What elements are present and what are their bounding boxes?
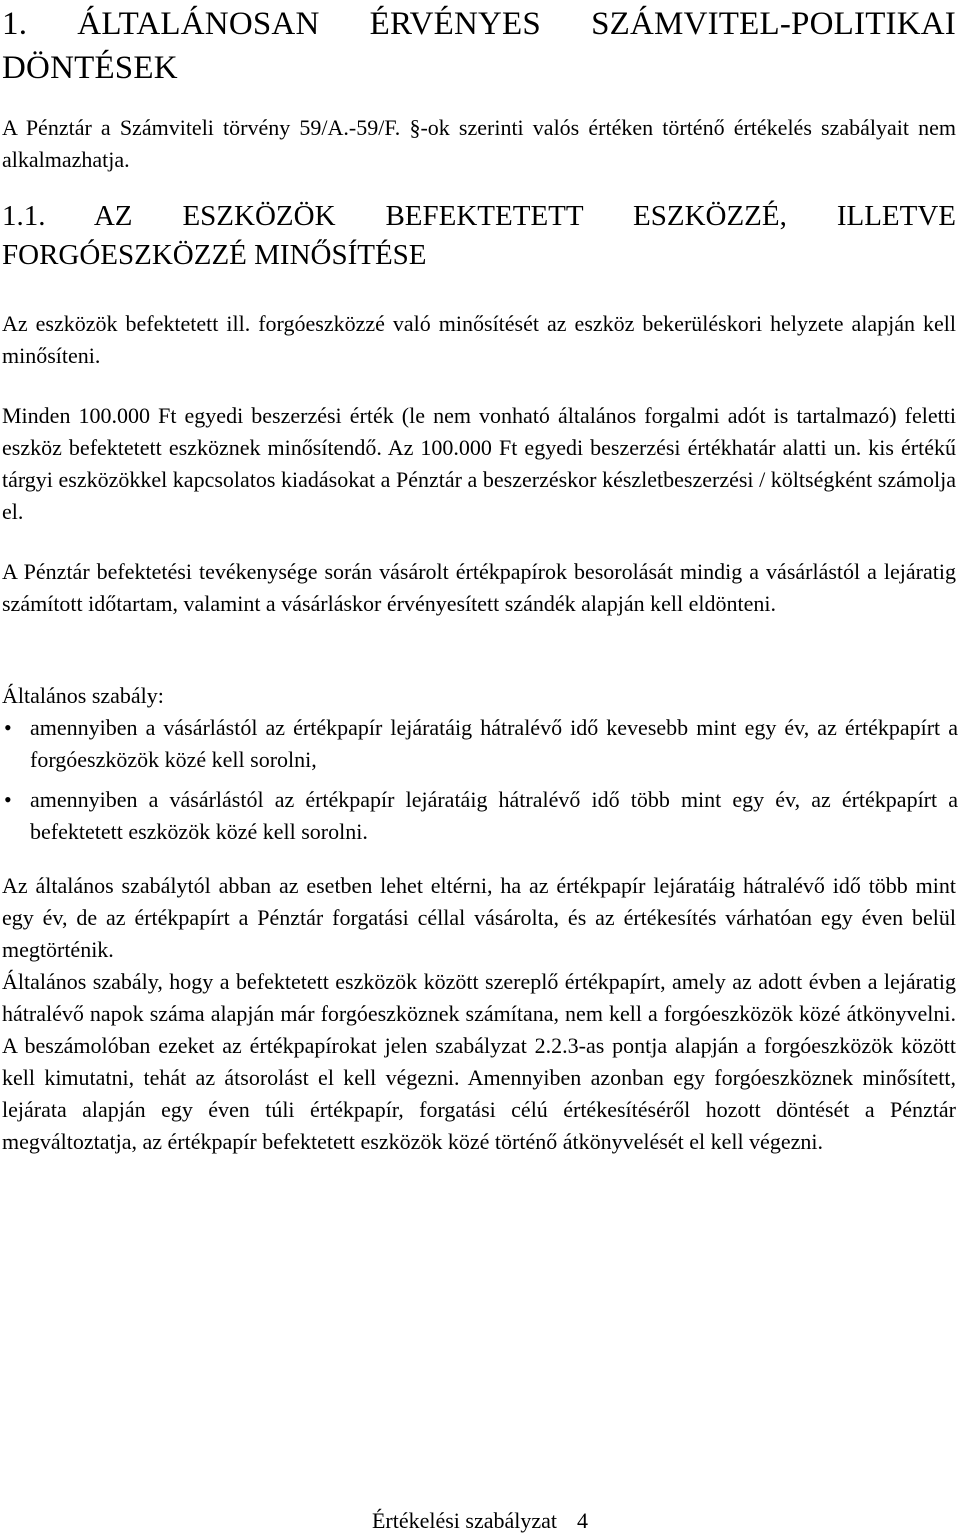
classification-paragraph: Az eszközök befektetett ill. forgóeszközzé való minősítését az eszköz bekerüléskori helyzete alapján kell minősíteni. [2, 311, 956, 368]
page-footer [0, 1505, 960, 1537]
bullet-icon: • [4, 715, 12, 740]
threshold-paragraph: Minden 100.000 Ft egyedi beszerzési érték (le nem vonható általános forgalmi adót is tartalmazó) feletti eszköz befektetett eszköznek minősítendő. Az 100.000 Ft egyedi beszerzési értékhatár alatti un. kis értékű tárgyi eszközökkel kapcsolatos kiadásokat a Pénztár a beszerzéskor készletbeszerzési / költségként számolja el. [2, 403, 956, 524]
rule-bullet-list [0, 712, 958, 856]
intro-paragraph: A Pénztár a Számviteli törvény 59/A.-59/F. §-ok szerinti valós értéken történő értékelés szabályait nem alkalmazhatja. [2, 115, 956, 172]
footer-title: Értékelési szabályzat [371, 1508, 558, 1533]
list-item-text: amennyiben a vásárlástól az értékpapír lejáratáig hátralévő idő több mint egy év, az értékpapírt a befektetett eszközök közé kell sorolni. [30, 787, 958, 844]
exception-paragraph: Az általános szabálytól abban az esetben lehet eltérni, ha az értékpapír lejáratáig hátralévő idő több mint egy év, de az értékpapírt a Pénztár forgatási céllal vásárolta, és az értékesítés várhatóan egy éven belül megtörténik. [2, 873, 956, 962]
reclassification-paragraph: Általános szabály, hogy a befektetett eszközök között szereplő értékpapírt, amely az adott évben a lejáratig hátralévő napok száma alapján már forgóeszköznek számítana, nem kell a forgóeszközök közé átkönyvelni. A beszámolóban ezeket az értékpapírokat jelen szabályzat 2.2.3-as pontja alapján a forgóeszközök között kell kimutatni, tehát az átsorolást el kell végezni. Amennyiben azonban egy forgóeszköznek minősített, lejárata alapján egy éven túli értékpapír, forgatási célú értékesítéséről hozott döntését a Pénztár megváltoztatja, az értékpapír befektetett eszközök közé történő átkönyvelését el kell végezni. [2, 969, 956, 1154]
securities-paragraph: A Pénztár befektetési tevékenysége során vásárolt értékpapírok besorolását mindig a vásárlástól a lejáratig számított időtartam, valamint a vásárláskor érvényesített szándék alapján kell eldönteni. [2, 559, 956, 616]
bullet-icon: • [4, 787, 12, 812]
list-item-text: amennyiben a vásárlástól az értékpapír lejáratáig hátralévő idő kevesebb mint egy év, az értékpapírt a forgóeszközök közé kell sorolni, [30, 715, 958, 772]
general-rule-label: Általános szabály: [2, 683, 164, 708]
list-item [0, 712, 958, 776]
list-item [0, 784, 958, 848]
page-number: 4 [577, 1508, 589, 1533]
subsection-heading: 1.1. AZ ESZKÖZÖK BEFEKTETETT ESZKÖZZÉ, ILLETVE FORGÓESZKÖZZÉ MINŐSÍTÉSE [2, 200, 956, 271]
section-heading: 1. ÁLTALÁNOSAN ÉRVÉNYES SZÁMVITEL-POLITIKAI DÖNTÉSEK [2, 6, 956, 86]
